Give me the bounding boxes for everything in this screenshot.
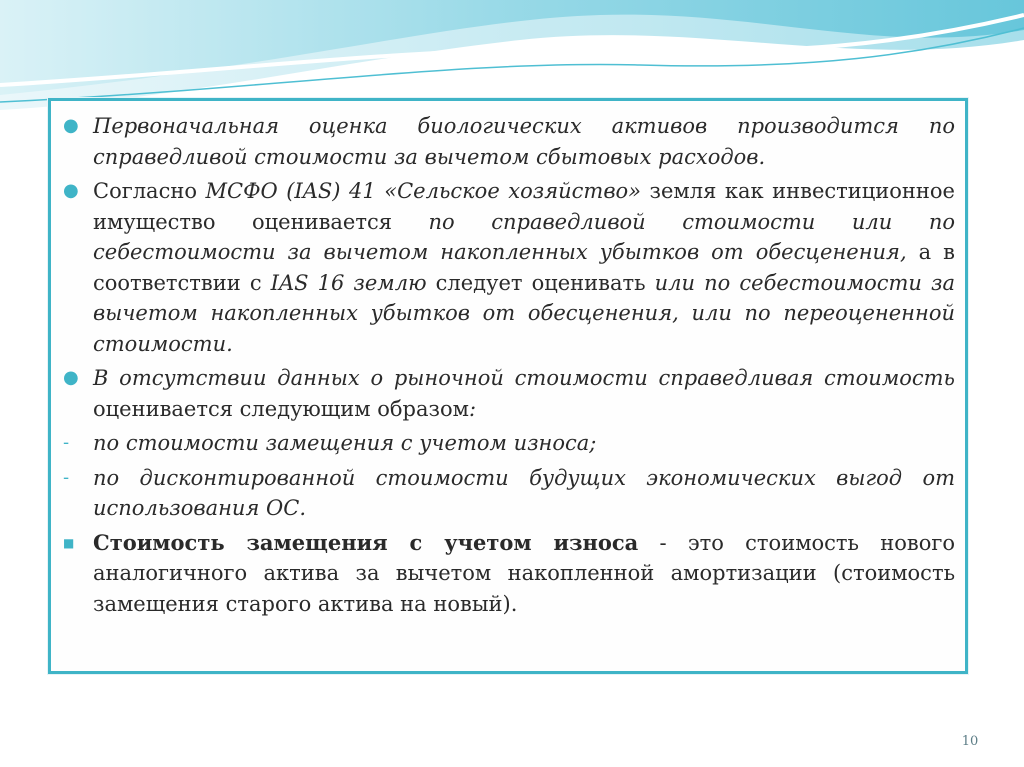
list-item-text: В отсутствии данных о рыночной стоимости справедливая стоимость (93, 366, 955, 390)
list-item-text: МСФО (IAS) 41 «Сельское хозяйство» (205, 179, 650, 203)
dash-bullet-icon: - (63, 433, 70, 453)
list-item-text: земля как инвестиционное имущество оценивается (93, 179, 955, 234)
list-item-text: следует оценивать (435, 270, 655, 295)
list-item-text: Согласно (93, 179, 206, 203)
list-item-text: - это стоимость нового аналогичного актива за вычетом накопленной амортизации (стоимость замещения старого актива на новый). (93, 530, 955, 616)
list-item (61, 363, 955, 424)
list-item-text: по стоимости замещения с учетом износа; (93, 431, 597, 455)
list-item-text: Первоначальная оценка биологических активов (93, 114, 738, 138)
list-item (61, 528, 955, 620)
list-item-text: производится по справедливой стоимости за вычетом сбытовых расходов. (93, 114, 955, 169)
dash-bullet-icon: - (63, 467, 70, 488)
dot-bullet-icon: ● (63, 367, 79, 388)
list-item (61, 176, 955, 359)
list-item (61, 463, 955, 524)
list-item-text: Стоимость замещения с учетом износа (93, 529, 639, 555)
list-item-text: а в соответствии с (93, 240, 955, 295)
list-item-text: по справедливой стоимости или по себестоимости за вычетом накопленных убытков от обесценения, (93, 209, 955, 264)
dot-bullet-icon: ● (63, 115, 79, 136)
list-item (61, 428, 955, 459)
list-item-text: оценивается следующим образом (93, 396, 469, 421)
list-item-text: по дисконтированной стоимости будущих экономических выгод от использования ОС. (93, 465, 955, 520)
list-item (61, 111, 955, 172)
list-item-text: или по себестоимости за вычетом накопленных убытков от обесценения, или по переоцененной стоимости. (93, 270, 956, 356)
bullet-list (61, 111, 955, 623)
page-number: 10 (961, 734, 979, 749)
list-item-text: IAS 16 землю (270, 270, 436, 295)
dot-bullet-icon: ● (63, 180, 79, 201)
content-box (48, 98, 968, 674)
square-bullet-icon: ■ (63, 535, 75, 550)
list-item-text: : (468, 396, 477, 421)
